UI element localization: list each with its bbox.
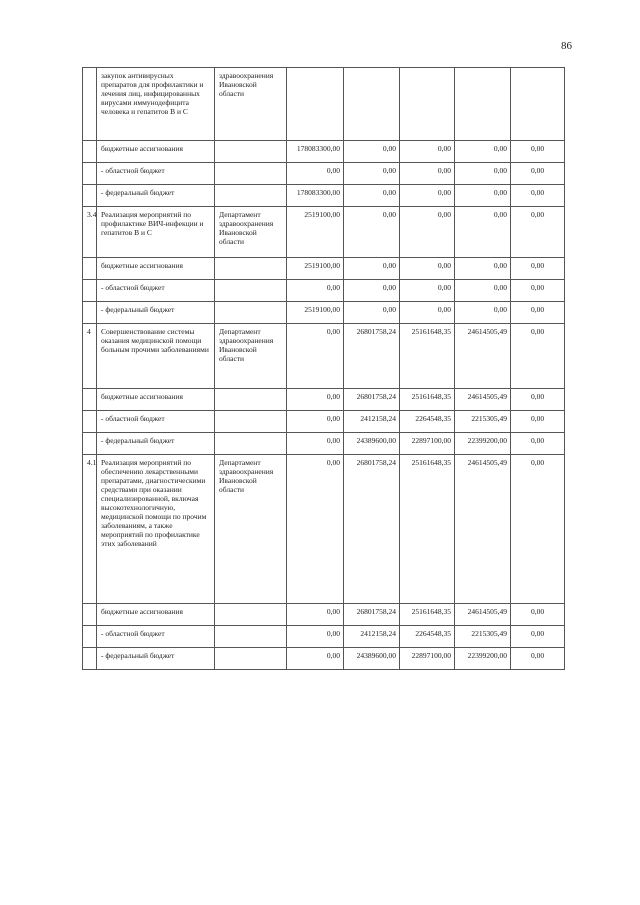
executor-cell: здравоохранения Ивановской области (215, 68, 287, 141)
row-name-cell: закупок антивирусных препаратов для профилактики и лечения лиц, инфицированных вирусами иммунодефицита человека и гепатитов В и С (97, 68, 215, 141)
value-cell-4: 22399200,00 (455, 648, 511, 670)
row-number-cell: 4 (83, 324, 97, 389)
value-cell-1: 2519100,00 (287, 258, 344, 280)
value-cell-2: 0,00 (344, 207, 400, 258)
row-name-cell: - областной бюджет (97, 626, 215, 648)
value-cell-5: 0,00 (511, 626, 565, 648)
value-cell-1: 0,00 (287, 433, 344, 455)
table-row (83, 302, 565, 324)
value-cell-4: 0,00 (455, 302, 511, 324)
value-cell-2: 0,00 (344, 258, 400, 280)
value-cell-3: 25161648,35 (400, 455, 455, 604)
row-number-cell (83, 258, 97, 280)
value-cell-4: 0,00 (455, 207, 511, 258)
value-cell-3: 22897100,00 (400, 433, 455, 455)
value-cell-5: 0,00 (511, 163, 565, 185)
row-name-cell: - областной бюджет (97, 411, 215, 433)
row-number-cell (83, 163, 97, 185)
row-name-cell: бюджетные ассигнования (97, 141, 215, 163)
value-cell-1: 0,00 (287, 626, 344, 648)
table-row (83, 389, 565, 411)
value-cell-3: 0,00 (400, 302, 455, 324)
row-name-cell: - федеральный бюджет (97, 302, 215, 324)
row-number-cell (83, 604, 97, 626)
table-row (83, 648, 565, 670)
budget-table (82, 67, 565, 670)
value-cell-5: 0,00 (511, 258, 565, 280)
table-row (83, 68, 565, 141)
executor-cell (215, 433, 287, 455)
value-cell-3: 0,00 (400, 185, 455, 207)
table-row (83, 455, 565, 604)
value-cell-4: 24614505,49 (455, 604, 511, 626)
executor-cell: Департамент здравоохранения Ивановской области (215, 324, 287, 389)
value-cell-2: 26801758,24 (344, 604, 400, 626)
value-cell-1: 178083300,00 (287, 185, 344, 207)
value-cell-1: 0,00 (287, 604, 344, 626)
row-name-cell: Совершенствование системы оказания медицинской помощи больным прочими заболеваниями (97, 324, 215, 389)
executor-cell: Департамент здравоохранения Ивановской области (215, 455, 287, 604)
table-row (83, 163, 565, 185)
value-cell-2: 0,00 (344, 163, 400, 185)
value-cell-3: 0,00 (400, 141, 455, 163)
table-row (83, 411, 565, 433)
value-cell-3: 25161648,35 (400, 389, 455, 411)
row-name-cell: - областной бюджет (97, 280, 215, 302)
value-cell-4: 24614505,49 (455, 455, 511, 604)
value-cell-4: 24614505,49 (455, 324, 511, 389)
table-row (83, 433, 565, 455)
executor-cell (215, 163, 287, 185)
value-cell-3: 22897100,00 (400, 648, 455, 670)
value-cell-5: 0,00 (511, 389, 565, 411)
value-cell-1: 0,00 (287, 411, 344, 433)
value-cell-4: 0,00 (455, 258, 511, 280)
value-cell-5: 0,00 (511, 324, 565, 389)
executor-cell (215, 626, 287, 648)
value-cell-1: 0,00 (287, 455, 344, 604)
value-cell-4: 2215305,49 (455, 411, 511, 433)
executor-cell: Департамент здравоохранения Ивановской области (215, 207, 287, 258)
value-cell-1: 0,00 (287, 163, 344, 185)
value-cell-4: 0,00 (455, 280, 511, 302)
executor-cell (215, 185, 287, 207)
row-number-cell (83, 141, 97, 163)
row-name-cell: бюджетные ассигнования (97, 604, 215, 626)
table-row (83, 258, 565, 280)
value-cell-3: 0,00 (400, 207, 455, 258)
value-cell-4: 2215305,49 (455, 626, 511, 648)
executor-cell (215, 648, 287, 670)
row-number-cell (83, 280, 97, 302)
table-row (83, 207, 565, 258)
value-cell-5: 0,00 (511, 302, 565, 324)
executor-cell (215, 604, 287, 626)
value-cell-1 (287, 68, 344, 141)
row-number-cell: 3.4 (83, 207, 97, 258)
row-name-cell: - областной бюджет (97, 163, 215, 185)
executor-cell (215, 141, 287, 163)
row-number-cell (83, 648, 97, 670)
table-row (83, 324, 565, 389)
value-cell-5: 0,00 (511, 604, 565, 626)
row-number-cell (83, 185, 97, 207)
value-cell-3: 25161648,35 (400, 604, 455, 626)
value-cell-4 (455, 68, 511, 141)
row-number-cell (83, 411, 97, 433)
table-row (83, 280, 565, 302)
value-cell-1: 178083300,00 (287, 141, 344, 163)
value-cell-1: 0,00 (287, 648, 344, 670)
row-number-cell (83, 626, 97, 648)
row-name-cell: бюджетные ассигнования (97, 258, 215, 280)
value-cell-5: 0,00 (511, 411, 565, 433)
row-name-cell: Реализация мероприятий по профилактике ВИЧ-инфекции и гепатитов В и С (97, 207, 215, 258)
value-cell-2: 0,00 (344, 302, 400, 324)
value-cell-5: 0,00 (511, 455, 565, 604)
row-number-cell (83, 68, 97, 141)
executor-cell (215, 302, 287, 324)
value-cell-2: 2412158,24 (344, 626, 400, 648)
row-number-cell: 4.1 (83, 455, 97, 604)
value-cell-2: 0,00 (344, 280, 400, 302)
value-cell-1: 2519100,00 (287, 207, 344, 258)
row-number-cell (83, 389, 97, 411)
value-cell-4: 0,00 (455, 163, 511, 185)
row-name-cell: - федеральный бюджет (97, 433, 215, 455)
value-cell-3: 0,00 (400, 258, 455, 280)
value-cell-2: 24389600,00 (344, 433, 400, 455)
row-name-cell: - федеральный бюджет (97, 185, 215, 207)
value-cell-1: 2519100,00 (287, 302, 344, 324)
value-cell-4: 24614505,49 (455, 389, 511, 411)
executor-cell (215, 280, 287, 302)
value-cell-5: 0,00 (511, 280, 565, 302)
value-cell-5: 0,00 (511, 433, 565, 455)
value-cell-3 (400, 68, 455, 141)
value-cell-3: 0,00 (400, 280, 455, 302)
value-cell-2: 26801758,24 (344, 324, 400, 389)
value-cell-2: 0,00 (344, 141, 400, 163)
table-row (83, 141, 565, 163)
value-cell-4: 0,00 (455, 185, 511, 207)
value-cell-1: 0,00 (287, 324, 344, 389)
value-cell-5: 0,00 (511, 648, 565, 670)
value-cell-5: 0,00 (511, 141, 565, 163)
value-cell-2 (344, 68, 400, 141)
table-row (83, 604, 565, 626)
value-cell-2: 0,00 (344, 185, 400, 207)
value-cell-2: 26801758,24 (344, 455, 400, 604)
value-cell-5: 0,00 (511, 207, 565, 258)
value-cell-1: 0,00 (287, 389, 344, 411)
row-name-cell: бюджетные ассигнования (97, 389, 215, 411)
executor-cell (215, 411, 287, 433)
row-number-cell (83, 302, 97, 324)
value-cell-5 (511, 68, 565, 141)
value-cell-2: 2412158,24 (344, 411, 400, 433)
value-cell-5: 0,00 (511, 185, 565, 207)
value-cell-3: 2264548,35 (400, 626, 455, 648)
value-cell-2: 26801758,24 (344, 389, 400, 411)
value-cell-3: 2264548,35 (400, 411, 455, 433)
value-cell-2: 24389600,00 (344, 648, 400, 670)
value-cell-4: 22399200,00 (455, 433, 511, 455)
value-cell-3: 25161648,35 (400, 324, 455, 389)
row-number-cell (83, 433, 97, 455)
value-cell-1: 0,00 (287, 280, 344, 302)
row-name-cell: - федеральный бюджет (97, 648, 215, 670)
executor-cell (215, 258, 287, 280)
value-cell-4: 0,00 (455, 141, 511, 163)
table-row (83, 626, 565, 648)
row-name-cell: Реализация мероприятий по обеспечению лекарственными препаратами, диагностическими средствами при оказании специализированной, включая высокотехнологичную, медицинской помощи по прочим заболеваниям, а также мероприятий по профилактике этих заболеваний (97, 455, 215, 604)
value-cell-3: 0,00 (400, 163, 455, 185)
table-row (83, 185, 565, 207)
page-number: 86 (561, 40, 572, 52)
executor-cell (215, 389, 287, 411)
